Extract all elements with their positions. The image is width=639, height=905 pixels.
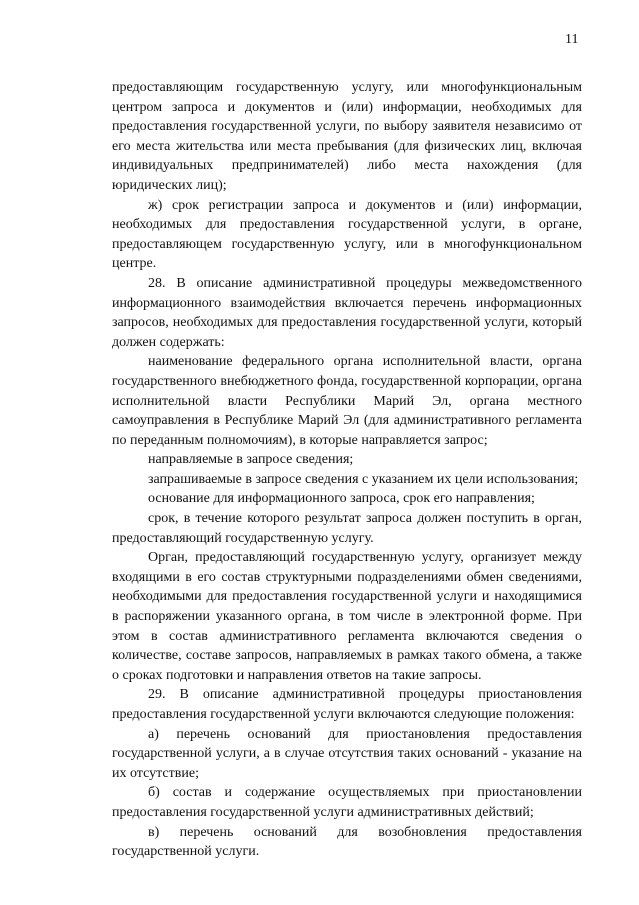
paragraph: а) перечень оснований для приостановления предоставления государственной услуги, а в случае отсутствия таких оснований - указание на их отсутствие; (112, 726, 582, 781)
paragraph: наименование федерального органа исполнительной власти, органа государственного внебюджетного фонда, государственной корпорации, органа исполнительной власти Республики Марий Эл, органа местного самоуправления в Республике Марий Эл (для административного регламента по переданным полномочиям), в которые направляется запрос; (112, 354, 582, 448)
paragraph: Орган, предоставляющий государственную услугу, организует между входящими в его состав структурными подразделениями обмен сведениями, необходимыми для предоставления государственной услуги и находящимися в распоряжении указанного органа, в том числе в электронной форме. При этом в состав административного регламента включаются сведения о количестве, составе запросов, направляемых в рамках такого обмена, а также о сроках подготовки и направления ответов на такие запросы. (112, 550, 582, 683)
paragraph: срок, в течение которого результат запроса должен поступить в орган, предоставляющий государственную услугу. (112, 511, 582, 546)
body-text (112, 78, 582, 862)
paragraph: направляемые в запросе сведения; (148, 452, 354, 468)
paragraph: ж) срок регистрации запроса и документов и (или) информации, необходимых для предоставления государственной услуги, в органе, предоставляющем государственную услугу, или в многофункциональном центре. (112, 197, 582, 272)
paragraph: в) перечень оснований для возобновления предоставления государственной услуги. (112, 824, 582, 860)
paragraph: основание для информационного запроса, срок его направления; (148, 491, 535, 507)
paragraph: запрашиваемые в запросе сведения с указанием их цели использования; (148, 471, 579, 487)
paragraph: предоставляющим государственную услугу, или многофункциональным центром запроса и документов и (или) информации, необходимых для предоставления государственной услуги, по выбору заявителя независимо от его места жительства или места пребывания (для физических лиц, включая индивидуальных предпринимателей) либо места нахождения (для юридических лиц); (112, 80, 582, 193)
paragraph: 28. В описание административной процедуры межведомственного информационного взаимодействия включается перечень информационных запросов, необходимых для предоставления государственной услуги, который должен содержать: (112, 275, 582, 350)
page-number: 11 (565, 32, 579, 47)
paragraph: 29. В описание административной процедуры приостановления предоставления государственной услуги включаются следующие положения: (112, 687, 582, 722)
paragraph: б) состав и содержание осуществляемых при приостановлении предоставления государственной услуги административных действий; (112, 785, 582, 820)
